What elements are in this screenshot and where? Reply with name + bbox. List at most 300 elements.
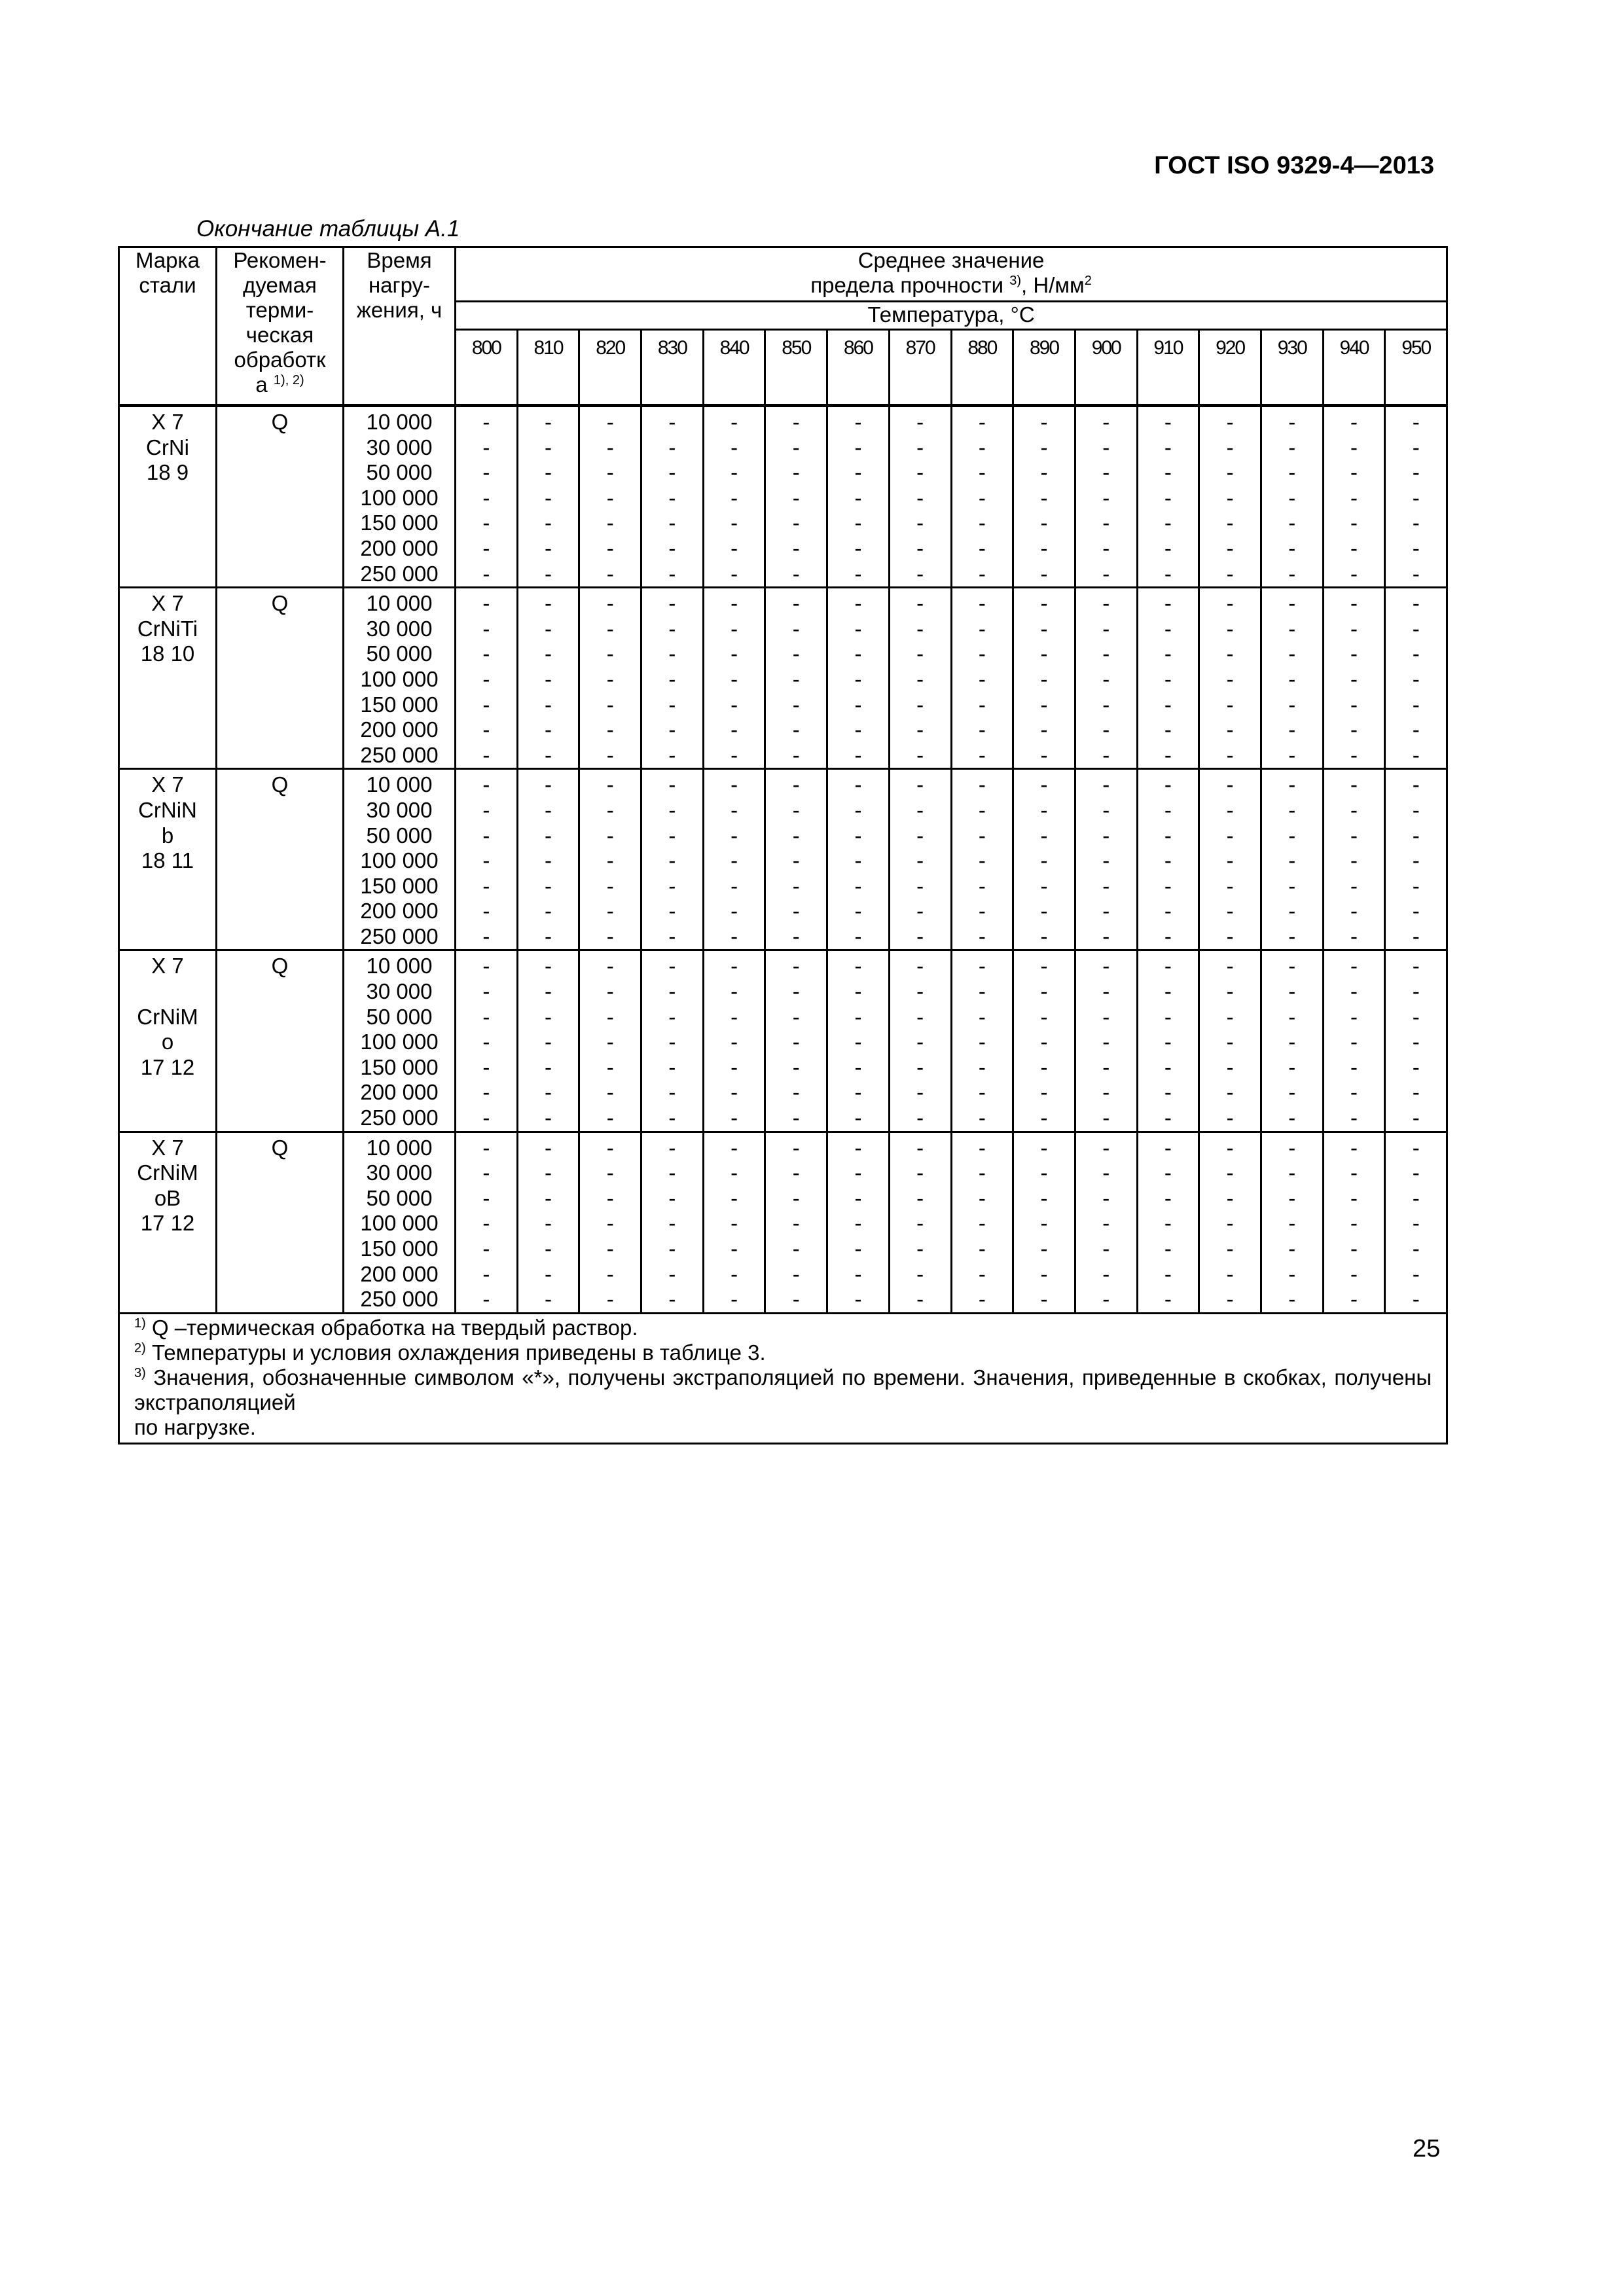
strength-value: -	[606, 924, 614, 948]
treatment-cell	[217, 769, 344, 950]
strength-value: -	[792, 485, 800, 510]
strength-value: -	[1226, 692, 1234, 717]
strength-value: -	[854, 666, 862, 691]
strength-value: -	[1040, 717, 1048, 742]
strength-value: -	[978, 979, 986, 1004]
strength-value: -	[1164, 1054, 1172, 1079]
strength-value-cell	[703, 769, 765, 950]
strength-value: -	[731, 1185, 738, 1210]
mean-strength-unit: , Н/мм	[1021, 273, 1085, 297]
strength-value: -	[482, 1261, 490, 1286]
strength-value: -	[916, 742, 924, 767]
strength-value-cell	[641, 769, 704, 950]
strength-value: -	[731, 616, 738, 641]
strength-value-cell	[1075, 1132, 1137, 1313]
strength-value: -	[978, 823, 986, 848]
time-cell	[344, 950, 456, 1132]
strength-value: -	[1288, 641, 1296, 666]
strength-value: -	[731, 1287, 738, 1312]
time-value: 200 000	[360, 1080, 439, 1105]
strength-value: -	[978, 511, 986, 535]
strength-value: -	[1350, 717, 1358, 742]
strength-value: -	[1226, 1160, 1234, 1185]
strength-value: -	[1040, 616, 1048, 641]
strength-value: -	[978, 1135, 986, 1160]
strength-value: -	[1040, 1105, 1048, 1130]
strength-value: -	[1102, 1105, 1110, 1130]
strength-value: -	[1102, 666, 1110, 691]
strength-value: -	[545, 954, 552, 978]
strength-value: -	[1164, 954, 1172, 978]
strength-value: -	[1102, 899, 1110, 924]
strength-value: -	[978, 591, 986, 616]
strength-value: -	[1288, 485, 1296, 510]
strength-value: -	[545, 460, 552, 485]
strength-value: -	[854, 1211, 862, 1236]
strength-value: -	[916, 666, 924, 691]
strength-value: -	[1164, 717, 1172, 742]
temperature-header: 940	[1323, 330, 1385, 406]
strength-value: -	[668, 1030, 676, 1054]
strength-value: -	[545, 641, 552, 666]
strength-value: -	[1288, 1185, 1296, 1210]
strength-value: -	[1164, 591, 1172, 616]
strength-value: -	[1288, 1080, 1296, 1105]
strength-value: -	[668, 1211, 676, 1236]
strength-value-cell	[579, 588, 641, 769]
strength-value: -	[1412, 485, 1420, 510]
strength-value: -	[545, 797, 552, 822]
strength-value: -	[731, 1261, 738, 1286]
strength-value-cell	[1323, 1132, 1385, 1313]
strength-value-cell	[517, 769, 579, 950]
strength-value: -	[545, 666, 552, 691]
strength-value: -	[731, 460, 738, 485]
strength-value-cell	[1137, 769, 1199, 950]
strength-value: -	[606, 1211, 614, 1236]
strength-value: -	[482, 435, 490, 459]
strength-value: -	[482, 924, 490, 948]
time-value: 150 000	[360, 1054, 439, 1079]
strength-value: -	[916, 410, 924, 434]
strength-value: -	[1040, 641, 1048, 666]
treatment-cell	[217, 588, 344, 769]
temperature-header: 810	[517, 330, 579, 406]
time-value: 250 000	[360, 561, 439, 586]
strength-value: -	[545, 561, 552, 586]
strength-value-cell	[827, 950, 890, 1132]
strength-value: -	[482, 772, 490, 797]
strength-value: -	[978, 410, 986, 434]
strength-value: -	[1102, 1030, 1110, 1054]
strength-value: -	[916, 848, 924, 873]
note-3	[134, 1365, 1432, 1415]
strength-value: -	[1102, 641, 1110, 666]
steel-grade-line: oB	[154, 1185, 181, 1210]
strength-value: -	[978, 641, 986, 666]
strength-value: -	[792, 1261, 800, 1286]
temperature-header: 870	[889, 330, 951, 406]
time-value: 250 000	[360, 1287, 439, 1312]
strength-value: -	[545, 873, 552, 898]
strength-value: -	[1288, 899, 1296, 924]
document-code: ГОСТ ISO 9329-4—2013	[1154, 152, 1434, 179]
strength-value: -	[916, 899, 924, 924]
note-text: Температуры и условия охлаждения приведены в таблице 3.	[151, 1340, 766, 1365]
strength-value: -	[1350, 1185, 1358, 1210]
strength-value: -	[916, 1185, 924, 1210]
strength-value: -	[854, 1236, 862, 1261]
strength-value: -	[792, 616, 800, 641]
strength-value: -	[1288, 666, 1296, 691]
strength-value-cell	[1323, 950, 1385, 1132]
strength-value: -	[482, 873, 490, 898]
strength-value: -	[854, 1261, 862, 1286]
strength-value: -	[1164, 460, 1172, 485]
strength-value: -	[545, 772, 552, 797]
strength-value: -	[978, 772, 986, 797]
time-value: 200 000	[360, 535, 439, 560]
strength-value: -	[1350, 1004, 1358, 1029]
strength-value: -	[1350, 848, 1358, 873]
strength-value: -	[1040, 410, 1048, 434]
steel-grade-row	[119, 588, 1447, 769]
steel-grade-line: b	[161, 823, 174, 848]
steel-grade-line: X 7	[151, 772, 184, 797]
strength-value: -	[792, 410, 800, 434]
strength-value-cell	[1261, 1132, 1323, 1313]
steel-grade-row	[119, 769, 1447, 950]
strength-value: -	[1164, 641, 1172, 666]
strength-value: -	[1040, 511, 1048, 535]
strength-value: -	[792, 797, 800, 822]
steel-grade-line: CrNiM	[137, 1004, 198, 1029]
steel-grade-cell	[119, 950, 217, 1132]
strength-value: -	[1040, 1054, 1048, 1079]
note-marker: 3)	[134, 1365, 146, 1380]
steel-grade-line: o	[161, 1030, 174, 1054]
strength-value: -	[1288, 591, 1296, 616]
strength-value: -	[1412, 1185, 1420, 1210]
strength-value: -	[1288, 1135, 1296, 1160]
strength-value: -	[792, 666, 800, 691]
strength-value: -	[1164, 1261, 1172, 1286]
strength-value: -	[731, 797, 738, 822]
strength-value: -	[1164, 511, 1172, 535]
strength-value: -	[1164, 742, 1172, 767]
strength-value: -	[1350, 410, 1358, 434]
strength-value: -	[916, 717, 924, 742]
strength-value: -	[1350, 823, 1358, 848]
time-value: 150 000	[360, 1236, 439, 1261]
strength-value: -	[545, 1004, 552, 1029]
strength-value: -	[854, 460, 862, 485]
strength-value: -	[731, 410, 738, 434]
strength-value: -	[1102, 410, 1110, 434]
strength-value: -	[606, 979, 614, 1004]
strength-value: -	[792, 1211, 800, 1236]
strength-value: -	[854, 1030, 862, 1054]
strength-value-cell	[579, 950, 641, 1132]
strength-value-cell	[703, 406, 765, 588]
time-value: 100 000	[360, 485, 439, 510]
strength-value: -	[731, 1105, 738, 1130]
strength-value: -	[545, 535, 552, 560]
treatment-value: Q	[271, 772, 289, 797]
strength-value: -	[545, 979, 552, 1004]
strength-value: -	[545, 899, 552, 924]
strength-value: -	[1040, 848, 1048, 873]
col-header-treatment	[217, 247, 344, 406]
strength-value: -	[606, 535, 614, 560]
strength-value: -	[1412, 511, 1420, 535]
temperature-header: 930	[1261, 330, 1323, 406]
strength-value: -	[916, 561, 924, 586]
strength-value: -	[606, 823, 614, 848]
time-value: 50 000	[366, 823, 433, 848]
strength-value: -	[1288, 561, 1296, 586]
strength-value: -	[606, 954, 614, 978]
strength-value: -	[1226, 1236, 1234, 1261]
strength-value: -	[1040, 954, 1048, 978]
strength-value: -	[668, 1135, 676, 1160]
steel-grade-row	[119, 950, 1447, 1132]
strength-value: -	[792, 1185, 800, 1210]
strength-value: -	[978, 1211, 986, 1236]
strength-value: -	[916, 511, 924, 535]
strength-value: -	[668, 848, 676, 873]
strength-value: -	[792, 561, 800, 586]
steel-grade-row	[119, 406, 1447, 588]
strength-value: -	[1040, 460, 1048, 485]
strength-value: -	[545, 1160, 552, 1185]
strength-value: -	[482, 511, 490, 535]
strength-table	[118, 246, 1448, 1444]
strength-value: -	[1350, 742, 1358, 767]
treatment-value: Q	[271, 591, 289, 616]
strength-value: -	[1102, 1236, 1110, 1261]
strength-value: -	[1226, 979, 1234, 1004]
strength-value: -	[668, 511, 676, 535]
strength-value: -	[482, 954, 490, 978]
strength-value: -	[1040, 666, 1048, 691]
time-cell	[344, 406, 456, 588]
strength-value: -	[978, 899, 986, 924]
note-1	[134, 1316, 1432, 1340]
strength-value: -	[1102, 460, 1110, 485]
strength-value-cell	[1199, 1132, 1261, 1313]
strength-value: -	[978, 1287, 986, 1312]
strength-value: -	[668, 924, 676, 948]
strength-value: -	[792, 873, 800, 898]
strength-value: -	[916, 1135, 924, 1160]
strength-value: -	[792, 435, 800, 459]
strength-value: -	[1288, 692, 1296, 717]
strength-value: -	[854, 511, 862, 535]
strength-value: -	[668, 1287, 676, 1312]
strength-value-cell	[579, 406, 641, 588]
strength-value: -	[1288, 823, 1296, 848]
footnote-ref: 1), 2)	[273, 373, 304, 387]
strength-value: -	[606, 717, 614, 742]
strength-value: -	[1226, 823, 1234, 848]
strength-value: -	[1412, 848, 1420, 873]
strength-value: -	[1412, 823, 1420, 848]
strength-value-cell	[889, 1132, 951, 1313]
strength-value: -	[1288, 435, 1296, 459]
strength-value: -	[1040, 1236, 1048, 1261]
strength-value: -	[1040, 742, 1048, 767]
strength-value: -	[1350, 797, 1358, 822]
temperature-header: 860	[827, 330, 890, 406]
strength-value: -	[482, 692, 490, 717]
strength-value: -	[1226, 1261, 1234, 1286]
strength-value: -	[1412, 435, 1420, 459]
strength-value-cell	[951, 950, 1013, 1132]
strength-value: -	[606, 435, 614, 459]
strength-value: -	[792, 1160, 800, 1185]
strength-value: -	[482, 1211, 490, 1236]
col-header-treatment-line: терми-	[245, 298, 314, 322]
strength-value: -	[1226, 666, 1234, 691]
strength-value: -	[1040, 772, 1048, 797]
strength-value-cell	[1137, 588, 1199, 769]
strength-value: -	[978, 1185, 986, 1210]
strength-value: -	[1040, 1160, 1048, 1185]
strength-value: -	[792, 823, 800, 848]
strength-value: -	[606, 1135, 614, 1160]
strength-value: -	[606, 1160, 614, 1185]
strength-value: -	[606, 561, 614, 586]
strength-value: -	[668, 616, 676, 641]
strength-value: -	[854, 485, 862, 510]
strength-value: -	[731, 717, 738, 742]
strength-value: -	[482, 1185, 490, 1210]
strength-value: -	[1040, 485, 1048, 510]
strength-value: -	[854, 924, 862, 948]
strength-value: -	[1226, 899, 1234, 924]
time-value: 100 000	[360, 1030, 439, 1054]
strength-value: -	[731, 772, 738, 797]
strength-value-cell	[1323, 588, 1385, 769]
treatment-value: Q	[271, 1135, 289, 1160]
strength-value-cell	[1137, 950, 1199, 1132]
strength-value: -	[1040, 1135, 1048, 1160]
strength-value-cell	[765, 1132, 827, 1313]
strength-value: -	[606, 460, 614, 485]
strength-value: -	[1102, 924, 1110, 948]
strength-value-cell	[765, 588, 827, 769]
strength-value: -	[1288, 772, 1296, 797]
strength-value: -	[731, 692, 738, 717]
strength-value: -	[482, 460, 490, 485]
steel-grade-line	[120, 979, 215, 1005]
strength-value: -	[1350, 1287, 1358, 1312]
col-header-treatment-line: ческая	[245, 323, 314, 347]
strength-value: -	[482, 1080, 490, 1105]
steel-grade-line: CrNiTi	[137, 616, 198, 641]
strength-value: -	[792, 1004, 800, 1029]
col-header-treatment-line	[217, 372, 342, 397]
strength-value: -	[1288, 1236, 1296, 1261]
steel-grade-line: X 7	[151, 1135, 184, 1160]
strength-value: -	[1412, 1160, 1420, 1185]
time-value: 30 000	[366, 435, 433, 459]
strength-value: -	[482, 848, 490, 873]
strength-value: -	[1040, 1185, 1048, 1210]
strength-value: -	[1288, 797, 1296, 822]
strength-value: -	[1040, 561, 1048, 586]
strength-value-cell	[517, 950, 579, 1132]
strength-value: -	[1350, 954, 1358, 978]
strength-value: -	[668, 797, 676, 822]
strength-value: -	[916, 873, 924, 898]
time-value: 250 000	[360, 924, 439, 948]
strength-value-cell	[827, 406, 890, 588]
strength-value: -	[482, 485, 490, 510]
strength-value: -	[978, 460, 986, 485]
strength-value: -	[545, 924, 552, 948]
strength-value: -	[1102, 823, 1110, 848]
strength-value: -	[668, 485, 676, 510]
strength-value: -	[1102, 742, 1110, 767]
strength-value: -	[1226, 797, 1234, 822]
strength-value: -	[1412, 1236, 1420, 1261]
strength-value: -	[731, 1135, 738, 1160]
strength-value: -	[854, 848, 862, 873]
strength-value: -	[668, 1105, 676, 1130]
col-header-temperature: Температура, °С	[456, 302, 1447, 330]
temperature-header: 800	[456, 330, 518, 406]
strength-value: -	[606, 848, 614, 873]
strength-value-cell	[1013, 588, 1075, 769]
strength-value: -	[1412, 772, 1420, 797]
strength-value: -	[1412, 535, 1420, 560]
strength-value: -	[1412, 717, 1420, 742]
strength-value: -	[668, 899, 676, 924]
strength-value-cell	[1261, 950, 1323, 1132]
strength-value: -	[731, 1004, 738, 1029]
col-header-mean-strength	[456, 247, 1447, 302]
strength-value: -	[668, 873, 676, 898]
strength-value-cell	[951, 406, 1013, 588]
temperature-header: 830	[641, 330, 704, 406]
strength-value: -	[854, 979, 862, 1004]
strength-value: -	[1164, 692, 1172, 717]
time-value: 250 000	[360, 742, 439, 767]
strength-value: -	[668, 1236, 676, 1261]
strength-value: -	[1412, 561, 1420, 586]
strength-value-cell	[951, 769, 1013, 950]
strength-value: -	[1288, 954, 1296, 978]
strength-value: -	[731, 1054, 738, 1079]
strength-value-cell	[456, 950, 518, 1132]
strength-value: -	[916, 954, 924, 978]
strength-value: -	[1350, 1054, 1358, 1079]
strength-value: -	[1040, 873, 1048, 898]
strength-value: -	[792, 1080, 800, 1105]
strength-value: -	[978, 1030, 986, 1054]
strength-value: -	[1226, 535, 1234, 560]
strength-value: -	[482, 1030, 490, 1054]
strength-value: -	[1040, 1030, 1048, 1054]
strength-value: -	[1412, 924, 1420, 948]
strength-value: -	[792, 848, 800, 873]
strength-value: -	[916, 616, 924, 641]
strength-value: -	[731, 641, 738, 666]
strength-value: -	[854, 1054, 862, 1079]
strength-value: -	[854, 1080, 862, 1105]
